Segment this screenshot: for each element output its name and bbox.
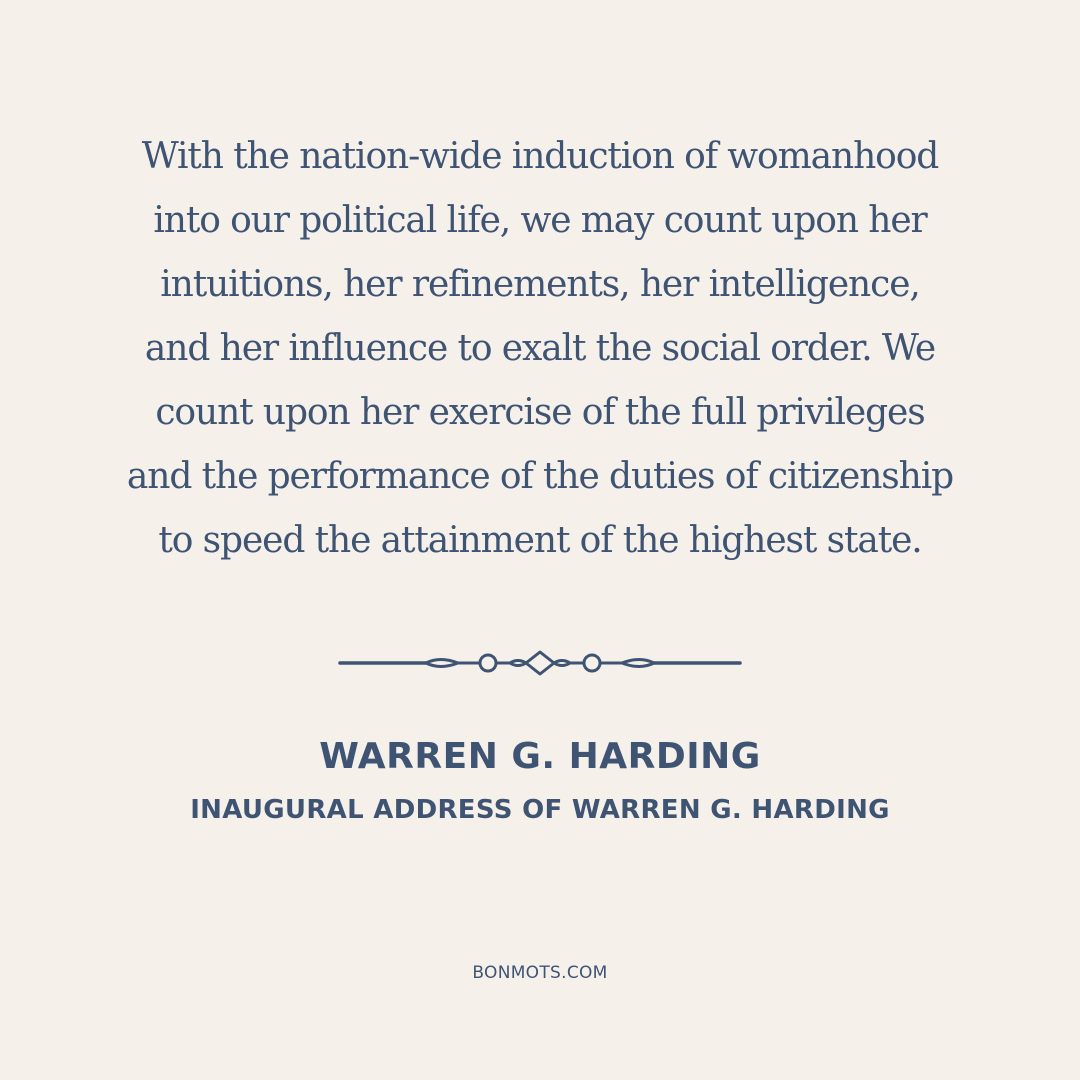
quote-text <box>50 125 1030 573</box>
quote-line: With the nation-wide induction of womanhood <box>141 136 939 177</box>
quote-line: count upon her exercise of the full privileges <box>155 392 925 433</box>
flourish-divider-icon <box>336 648 744 678</box>
quote-line: into our political life, we may count upon her <box>153 200 927 241</box>
quote-line: intuitions, her refinements, her intelligence, <box>160 264 920 305</box>
quote-line: and the performance of the duties of citizenship <box>126 456 954 497</box>
quote-source: INAUGURAL ADDRESS OF WARREN G. HARDING <box>190 795 890 825</box>
quote-line: and her influence to exalt the social order. We <box>144 328 936 369</box>
quote-line: to speed the attainment of the highest state. <box>158 520 922 561</box>
site-watermark: BONMOTS.COM <box>472 963 608 983</box>
author-name: WARREN G. HARDING <box>319 736 761 777</box>
